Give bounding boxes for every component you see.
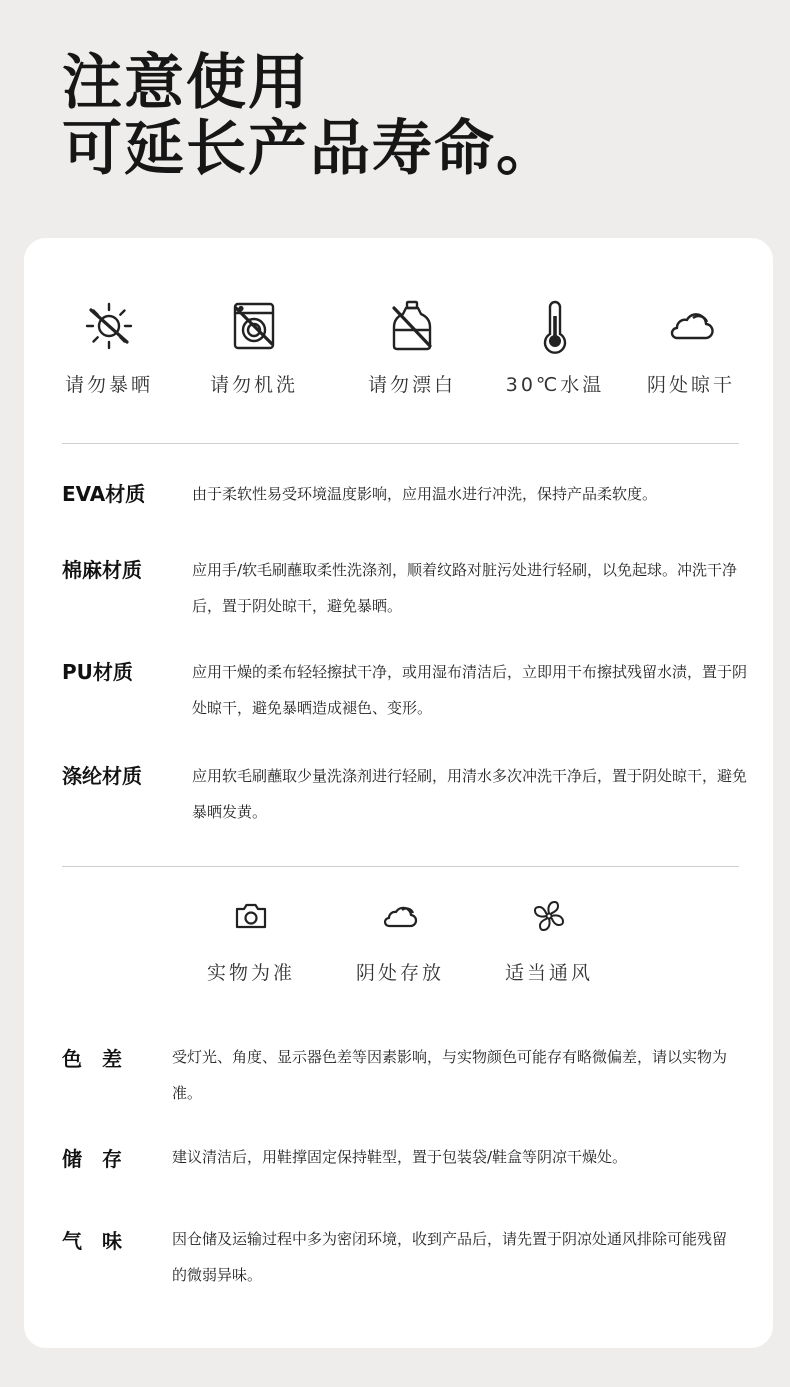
material-title: 棉麻材质 bbox=[62, 558, 142, 582]
hero-heading bbox=[62, 50, 558, 182]
tips-row bbox=[24, 896, 773, 1006]
cloud-icon bbox=[663, 298, 719, 354]
material-desc: 由于柔软性易受环境温度影响，应用温水进行冲洗，保持产品柔软度。 bbox=[192, 485, 658, 503]
no-sun-icon bbox=[81, 298, 137, 354]
divider-top bbox=[62, 443, 739, 444]
hero-line-1: 注意使用 bbox=[62, 48, 310, 118]
note-desc: 受灯光、角度、显示器色差等因素影响，与实物颜色可能存有略微偏差，请以实物为准。 bbox=[172, 1048, 728, 1102]
care-label-no-sun: 请勿暴晒 bbox=[64, 374, 153, 396]
note-title: 气味 bbox=[62, 1229, 142, 1253]
material-desc: 应用手/软毛刷蘸取柔性洗涤剂，顺着纹路对脏污处进行轻刷，以免起球。冲洗干净后，置于阴处晾干，避免暴晒。 bbox=[192, 561, 738, 615]
note-title: 色差 bbox=[62, 1047, 142, 1071]
material-desc: 应用软毛刷蘸取少量洗涤剂进行轻刷，用清水多次冲洗干净后，置于阴处晾干，避免暴晒发黄。 bbox=[192, 767, 748, 821]
hero-line-2: 可延长产品寿命。 bbox=[62, 114, 558, 184]
care-card bbox=[24, 238, 773, 1348]
material-title: 涤纶材质 bbox=[62, 764, 142, 788]
care-label-shade-dry: 阴处晾干 bbox=[646, 374, 735, 396]
note-desc: 因仓储及运输过程中多为密闭环境，收到产品后，请先置于阴凉处通风排除可能残留的微弱异味。 bbox=[172, 1230, 728, 1284]
no-machine-wash-icon bbox=[226, 298, 282, 354]
care-label-no-machine-wash: 请勿机洗 bbox=[209, 374, 298, 396]
material-title: EVA材质 bbox=[62, 482, 146, 506]
care-label-no-bleach: 请勿漂白 bbox=[367, 374, 456, 396]
tip-label-shade-store: 阴处存放 bbox=[355, 962, 444, 984]
fan-icon bbox=[529, 896, 569, 936]
camera-icon bbox=[231, 896, 271, 936]
tip-item-ventilate bbox=[474, 896, 624, 985]
tip-label-actual: 实物为准 bbox=[206, 962, 295, 984]
note-desc: 建议清洁后，用鞋撑固定保持鞋型，置于包装袋/鞋盒等阴凉干燥处。 bbox=[172, 1148, 628, 1166]
tip-label-ventilate: 适当通风 bbox=[504, 962, 593, 984]
tip-item-actual bbox=[176, 896, 326, 985]
care-icons-row bbox=[24, 298, 773, 418]
care-label-water-temp: 30℃水温 bbox=[505, 374, 605, 396]
material-desc: 应用干燥的柔布轻轻擦拭干净，或用湿布清洁后，立即用干布擦拭残留水渍，置于阴处晾干，避免暴晒造成褪色、变形。 bbox=[192, 663, 748, 717]
care-item-shade-dry bbox=[616, 298, 766, 397]
cloud-icon bbox=[380, 896, 420, 936]
divider-bottom bbox=[62, 866, 739, 867]
care-item-water-temp bbox=[480, 298, 630, 397]
care-item-no-sun bbox=[34, 298, 184, 397]
no-bleach-icon bbox=[384, 298, 440, 354]
thermometer-icon bbox=[527, 298, 583, 354]
material-title: PU材质 bbox=[62, 660, 133, 684]
care-item-no-bleach bbox=[337, 298, 487, 397]
tip-item-shade-store bbox=[325, 896, 475, 985]
note-title: 储存 bbox=[62, 1147, 142, 1171]
care-item-no-machine-wash bbox=[179, 298, 329, 397]
